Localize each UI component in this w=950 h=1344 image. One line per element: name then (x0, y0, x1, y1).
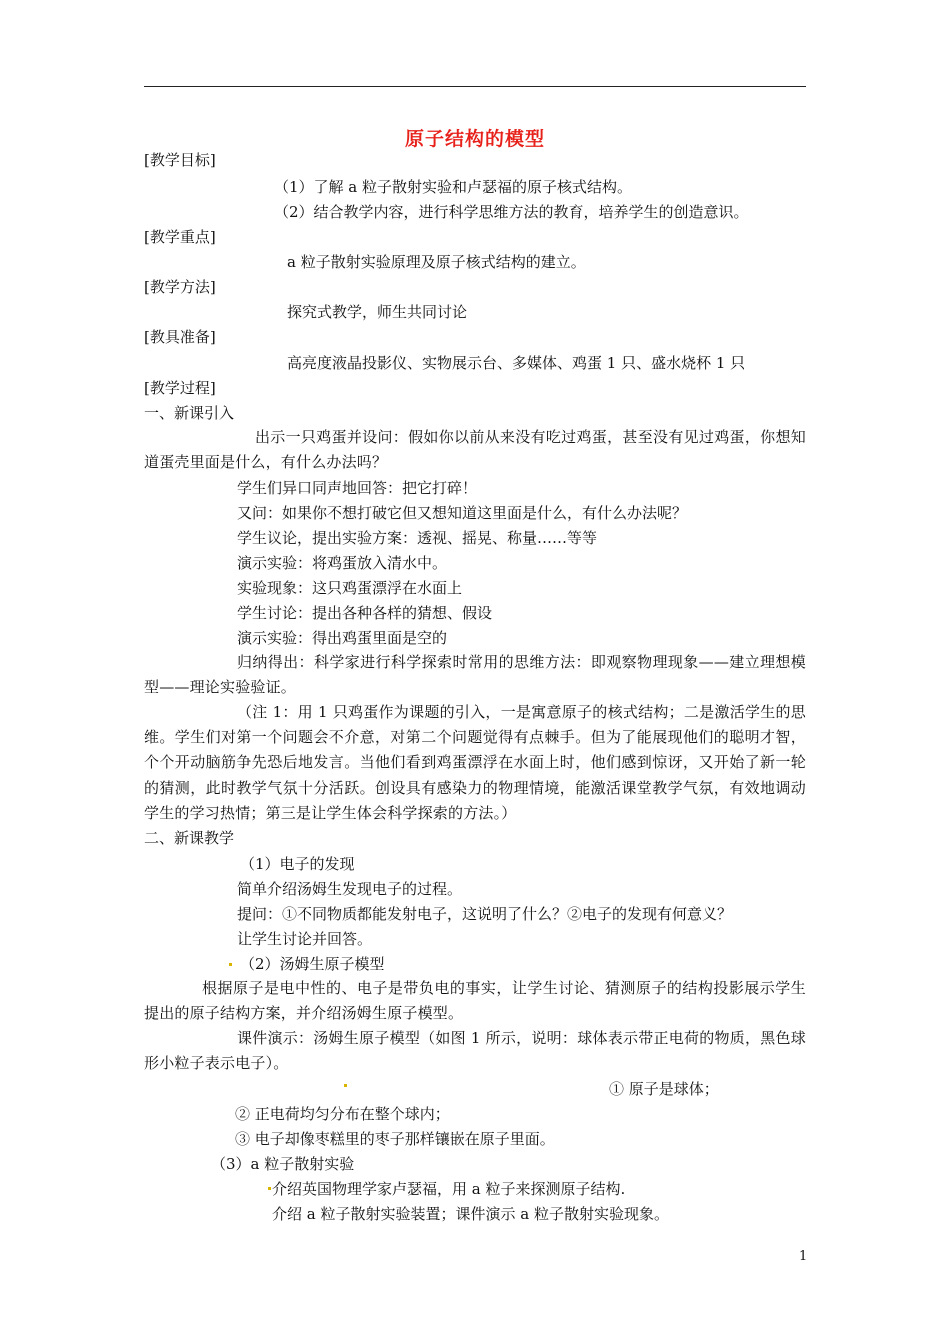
method-header: [教学方法] (144, 278, 216, 296)
section-1-heading: 一、新课引入 (144, 404, 235, 422)
line-result: 演示实验：得出鸡蛋里面是空的 (237, 629, 448, 647)
header-rule (144, 86, 806, 87)
method-text: 探究式教学，师生共同讨论 (287, 303, 468, 321)
note-paragraph: （注 1：用 1 只鸡蛋作为课题的引入，一是寓意原子的核式结构；二是激活学生的思维。学生们对第一个问题会不介意，对第二个问题觉得有点棘手。但为了能展现他们的聪明才智，个个开动脑筋争先恐后地发言。当他们看到鸡蛋漂浮在水面上时，他们感到惊讶，又开始了新一轮的猜测，此时教学气氛十分活跃。创设具有感染力的物理情境，能激活课堂教学气氛，有效地调动学生的学习热情；第三是让学生体会科学探索的方法。） (144, 703, 806, 822)
page-number: 1 (799, 1249, 808, 1264)
goal-2: （2）结合教学内容，进行科学思维方法的教育，培养学生的创造意识。 (274, 203, 749, 221)
subsection-1: （1）电子的发现 (240, 855, 355, 873)
intro-paragraph: 出示一只鸡蛋并设问：假如你以前从来没有吃过鸡蛋，甚至没有见过鸡蛋，你想知道蛋壳里面是什么，有什么办法吗？ (144, 428, 806, 472)
stray-mark (344, 1084, 347, 1087)
s1-discuss: 让学生讨论并回答。 (237, 930, 373, 948)
tools-header: [教具准备] (144, 328, 216, 346)
focus-header: [教学重点] (144, 228, 216, 246)
line-answer: 学生们异口同声地回答：把它打碎！ (237, 479, 478, 497)
stray-mark (268, 1187, 271, 1190)
summary-paragraph: 归纳得出：科学家进行科学探索时常用的思维方法：即观察物理现象——建立理想模型——理论实验验证。 (144, 653, 806, 697)
page-title: 原子结构的模型 (404, 128, 545, 150)
line-guess: 学生讨论：提出各种各样的猜想、假设 (237, 604, 493, 622)
s3-apparatus: 介绍 a 粒子散射实验装置；课件演示 a 粒子散射实验现象。 (272, 1205, 669, 1223)
line-demo: 演示实验：将鸡蛋放入清水中。 (237, 554, 448, 572)
line-discussion: 学生议论，提出实验方案：透视、摇晃、称量……等等 (237, 529, 598, 547)
s1-question: 提问：①不同物质都能发射电子，这说明了什么？②电子的发现有何意义？ (237, 905, 733, 923)
line-question: 又问：如果你不想打破它但又想知道这里面是什么，有什么办法呢？ (237, 504, 688, 522)
tools-text: 高亮度液晶投影仪、实物展示台、多媒体、鸡蛋 1 只、盛水烧杯 1 只 (287, 354, 746, 372)
line-phenomenon: 实验现象：这只鸡蛋漂浮在水面上 (237, 579, 463, 597)
s1-intro: 简单介绍汤姆生发现电子的过程。 (237, 880, 463, 898)
s2-demo-paragraph: 课件演示：汤姆生原子模型（如图 1 所示，说明：球体表示带正电荷的物质，黑色球形小粒子表示电子）。 (144, 1029, 806, 1073)
model-point-1: ① 原子是球体； (609, 1080, 719, 1098)
section-2-heading: 二、新课教学 (144, 829, 235, 847)
s2-paragraph: 根据原子是电中性的、电子是带负电的事实，让学生讨论、猜测原子的结构投影展示学生提出的原子结构方案，并介绍汤姆生原子模型。 (144, 979, 806, 1023)
subsection-2: （2）汤姆生原子模型 (240, 955, 385, 973)
model-point-3: ③ 电子却像枣糕里的枣子那样镶嵌在原子里面。 (235, 1130, 555, 1148)
goal-1: （1）了解 a 粒子散射实验和卢瑟福的原子核式结构。 (274, 178, 633, 196)
s3-intro: 介绍英国物理学家卢瑟福，用 a 粒子来探测原子结构. (272, 1180, 626, 1198)
stray-mark (229, 963, 232, 966)
focus-text: a 粒子散射实验原理及原子核式结构的建立。 (287, 253, 586, 271)
model-point-2: ② 正电荷均匀分布在整个球内； (235, 1105, 450, 1123)
subsection-3: （3）a 粒子散射实验 (211, 1155, 355, 1173)
goals-header: [教学目标] (144, 151, 216, 169)
process-header: [教学过程] (144, 379, 216, 397)
